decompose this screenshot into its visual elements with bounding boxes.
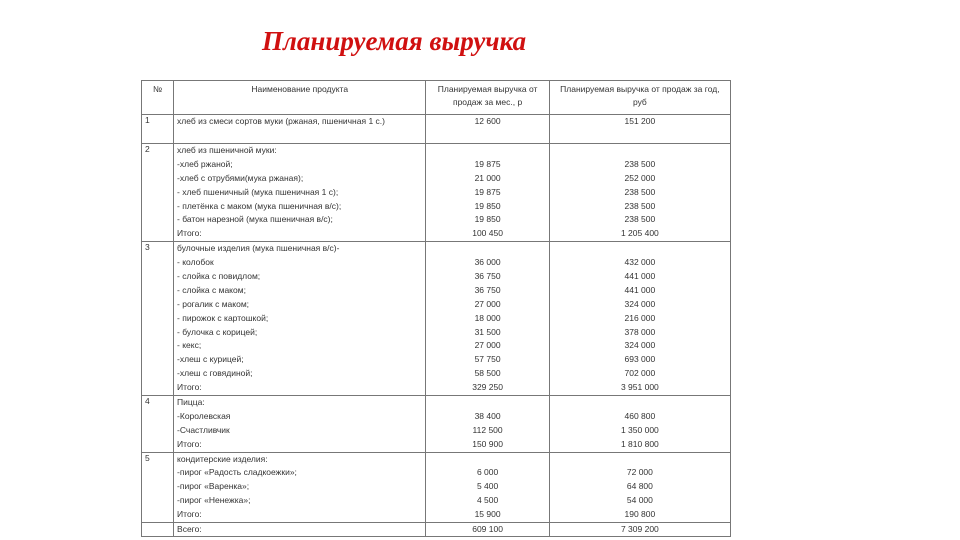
yearly-revenue-cell xyxy=(549,144,730,242)
monthly-revenue-value: 15 900 xyxy=(474,509,501,520)
product-name-line: Итого: xyxy=(177,438,202,449)
product-name-line: - булочка с корицей; xyxy=(177,326,258,337)
monthly-revenue-value: 5 400 xyxy=(476,481,499,492)
spacer xyxy=(429,396,545,410)
yearly-revenue-value: 54 000 xyxy=(626,495,653,506)
product-name-line: - слойка с маком; xyxy=(177,284,246,295)
yearly-revenue-value: 460 800 xyxy=(624,410,656,421)
product-name-line: - слойка с повидлом; xyxy=(177,271,261,282)
product-name-line: - колобок xyxy=(177,257,214,268)
yearly-revenue-cell xyxy=(549,452,730,522)
product-name-line: -Счастливчик xyxy=(177,424,230,435)
product-name-line: -хлеш с говядиной; xyxy=(177,368,253,379)
yearly-revenue-cell xyxy=(549,115,730,144)
yearly-revenue-value: 72 000 xyxy=(626,467,653,478)
table-header-row xyxy=(142,81,731,115)
spacer xyxy=(429,242,545,256)
monthly-revenue-value: 12 600 xyxy=(474,116,501,126)
monthly-revenue-value: 36 750 xyxy=(474,284,501,295)
yearly-revenue-value: 441 000 xyxy=(624,284,656,295)
spacer xyxy=(553,453,727,467)
spacer xyxy=(429,453,545,467)
monthly-revenue-cell xyxy=(426,242,549,396)
spacer xyxy=(553,242,727,256)
product-name-line: -хлеб ржаной; xyxy=(177,158,233,169)
product-name-line: хлеб из смеси сортов муки (ржаная, пшеничная 1 с.) xyxy=(177,116,385,126)
product-name-line: хлеб из пшеничной муки: xyxy=(177,145,277,155)
total-label: Всего: xyxy=(174,523,426,537)
monthly-revenue-value: 21 000 xyxy=(474,172,501,183)
monthly-revenue-value: 57 750 xyxy=(474,354,501,365)
product-name-cell xyxy=(174,452,426,522)
row-number: 1 xyxy=(142,115,174,144)
monthly-revenue-value: 19 875 xyxy=(474,186,501,197)
product-name-cell xyxy=(174,144,426,242)
monthly-revenue-cell xyxy=(426,396,549,453)
product-name-line: кондитерские изделия: xyxy=(177,453,268,464)
page-title: Планируемая выручка xyxy=(262,26,527,56)
product-name-line: - кекс; xyxy=(177,340,202,351)
product-name-line: - батон нарезной (мука пшеничная в/с); xyxy=(177,214,333,225)
row-number: 2 xyxy=(142,144,174,242)
yearly-revenue-value: 3 951 000 xyxy=(620,382,659,393)
yearly-revenue-value: 64 800 xyxy=(626,481,653,492)
product-name-line: - рогалик с маком; xyxy=(177,298,250,309)
yearly-revenue-value: 441 000 xyxy=(624,271,656,282)
header-product-name: Наименование продукта xyxy=(174,81,426,115)
table-body xyxy=(142,115,731,537)
table-row xyxy=(142,242,731,396)
monthly-revenue-value: 18 000 xyxy=(474,312,501,323)
monthly-revenue-value: 38 400 xyxy=(474,410,501,421)
spacer xyxy=(553,144,727,158)
product-name-cell xyxy=(174,242,426,396)
monthly-revenue-value: 150 900 xyxy=(472,438,503,449)
monthly-revenue-cell xyxy=(426,115,549,144)
total-monthly-revenue: 609 100 xyxy=(426,523,549,537)
monthly-revenue-cell xyxy=(426,452,549,522)
yearly-revenue-value: 1 205 400 xyxy=(620,228,659,239)
header-yearly-revenue: Планируемая выручка от продаж за год, руб xyxy=(549,81,730,115)
yearly-revenue-value: 378 000 xyxy=(624,326,656,337)
monthly-revenue-value: 19 850 xyxy=(474,200,501,211)
monthly-revenue-value: 19 875 xyxy=(474,158,501,169)
yearly-revenue-value: 693 000 xyxy=(624,354,656,365)
yearly-revenue-cell xyxy=(549,396,730,453)
monthly-revenue-value: 27 000 xyxy=(474,340,501,351)
yearly-revenue-value: 1 810 800 xyxy=(620,438,659,449)
table-row xyxy=(142,396,731,453)
yearly-revenue-value: 432 000 xyxy=(624,257,656,268)
product-name-line: - пирожок с картошкой; xyxy=(177,312,269,323)
yearly-revenue-value: 238 500 xyxy=(624,186,656,197)
yearly-revenue-cell xyxy=(549,242,730,396)
spacer xyxy=(553,396,727,410)
product-name-line: Итого: xyxy=(177,382,202,393)
row-number: 3 xyxy=(142,242,174,396)
total-yearly-revenue: 7 309 200 xyxy=(549,523,730,537)
product-name-line: -пирог «Ненежка»; xyxy=(177,495,251,506)
monthly-revenue-value: 19 850 xyxy=(474,214,501,225)
monthly-revenue-cell xyxy=(426,144,549,242)
monthly-revenue-value: 6 000 xyxy=(476,467,499,478)
revenue-table xyxy=(141,80,731,537)
yearly-revenue-value: 151 200 xyxy=(624,116,656,126)
yearly-revenue-value: 238 500 xyxy=(624,214,656,225)
product-name-cell xyxy=(174,115,426,144)
yearly-revenue-value: 216 000 xyxy=(624,312,656,323)
monthly-revenue-value: 112 500 xyxy=(472,424,503,435)
spacer xyxy=(429,144,545,158)
product-name-line: Итого: xyxy=(177,228,202,239)
yearly-revenue-value: 238 500 xyxy=(624,200,656,211)
total-row xyxy=(142,523,731,537)
yearly-revenue-value: 324 000 xyxy=(624,298,656,309)
monthly-revenue-value: 58 500 xyxy=(474,368,501,379)
product-name-line: -хлеб с отрубями(мука ржаная); xyxy=(177,172,304,183)
monthly-revenue-value: 100 450 xyxy=(472,228,503,239)
monthly-revenue-value: 329 250 xyxy=(472,382,503,393)
table-row xyxy=(142,452,731,522)
product-name-line: Итого: xyxy=(177,509,202,520)
product-name-line: -Королевская xyxy=(177,410,231,421)
product-name-line: - хлеб пшеничный (мука пшеничная 1 с); xyxy=(177,186,339,197)
monthly-revenue-value: 4 500 xyxy=(476,495,499,506)
monthly-revenue-value: 36 750 xyxy=(474,271,501,282)
row-number: 4 xyxy=(142,396,174,453)
monthly-revenue-value: 27 000 xyxy=(474,298,501,309)
table-row xyxy=(142,144,731,242)
monthly-revenue-value: 36 000 xyxy=(474,257,501,268)
product-name-cell xyxy=(174,396,426,453)
table-row xyxy=(142,115,731,144)
row-number: 5 xyxy=(142,452,174,522)
yearly-revenue-value: 324 000 xyxy=(624,340,656,351)
yearly-revenue-value: 252 000 xyxy=(624,172,656,183)
yearly-revenue-value: 238 500 xyxy=(624,158,656,169)
product-name-line: -пирог «Радость сладкоежки»; xyxy=(177,467,297,478)
header-number: № xyxy=(142,81,174,115)
product-name-line: Пицца: xyxy=(177,397,205,408)
yearly-revenue-value: 1 350 000 xyxy=(620,424,659,435)
yearly-revenue-value: 190 800 xyxy=(624,509,656,520)
product-name-line: -пирог «Варенка»; xyxy=(177,481,250,492)
product-name-line: -хлеш с курицей; xyxy=(177,354,244,365)
monthly-revenue-value: 31 500 xyxy=(474,326,501,337)
product-name-line: - плетёнка с маком (мука пшеничная в/с); xyxy=(177,200,342,211)
product-name-line: булочные изделия (мука пшеничная в/с)- xyxy=(177,243,340,254)
header-monthly-revenue: Планируемая выручка от продаж за мес., р xyxy=(426,81,549,115)
total-number-cell xyxy=(142,523,174,537)
yearly-revenue-value: 702 000 xyxy=(624,368,656,379)
